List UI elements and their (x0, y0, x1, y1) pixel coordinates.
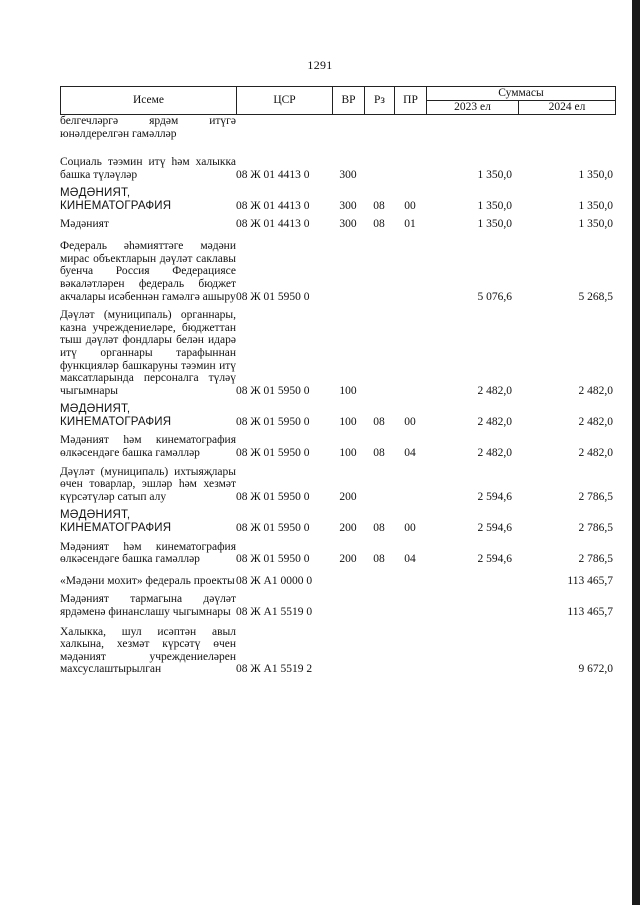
row-pr: 04 (404, 553, 416, 566)
row-rz (364, 626, 394, 676)
budget-table (60, 86, 615, 676)
table-row (60, 309, 615, 397)
scan-edge-shadow (632, 0, 640, 905)
row-rz (364, 575, 394, 588)
row-sum-2023: 1 350,0 (477, 168, 512, 181)
row-vr (332, 626, 364, 676)
row-sum-2024: 1 350,0 (578, 168, 613, 181)
row-rz (364, 466, 394, 504)
row-csr: 08 Ж 01 5950 0 (236, 447, 310, 460)
row-csr: 08 Ж 01 5950 0 (236, 290, 310, 303)
row-name: МӘДӘНИЯТ, КИНЕМАТОГРАФИЯ (60, 403, 172, 428)
row-pr: 00 (404, 415, 416, 428)
row-name: Федераль әһәмияттәге мәдәни мирас объектларын дәүләт саклавы буенча Россия Федерациясе вәкаләтләрен федераль бюджет акчалары исәбеннән гамәлгә ашыру (60, 240, 236, 303)
row-pr (394, 309, 426, 397)
row-sum-2023 (426, 115, 518, 140)
table-header (60, 86, 616, 115)
row-rz (364, 240, 394, 303)
row-csr: 08 Ж 01 5950 0 (236, 490, 310, 503)
row-rz (364, 593, 394, 618)
row-vr (332, 240, 364, 303)
row-name: Мәдәният тармагына дәүләт ярдәменә финанслашу чыгымнары (60, 593, 236, 618)
row-rz: 08 (373, 447, 385, 460)
header-pr: ПР (395, 87, 427, 115)
row-sum-2024: 2 482,0 (578, 447, 613, 460)
row-pr (394, 240, 426, 303)
table-row (60, 509, 615, 534)
row-csr: 08 Ж 01 4413 0 (236, 168, 310, 181)
header-year-2023: 2023 ел (427, 101, 519, 115)
row-name: «Мәдәни мохит» федераль проекты (60, 574, 235, 587)
row-name: Халыкка, шул исәптән авыл халкына, хезмәт күрсәтү өчен мәдәният учреждениеләрен махсуслаштырылган (60, 625, 236, 676)
header-year-2024: 2024 ел (519, 101, 616, 115)
table-row (60, 541, 615, 566)
row-sum-2024 (518, 115, 615, 140)
row-pr: 00 (404, 199, 416, 212)
row-sum-2024: 2 786,5 (578, 490, 613, 503)
row-rz (364, 115, 394, 140)
row-vr: 300 (339, 199, 357, 212)
row-sum-2024: 2 786,5 (578, 553, 613, 566)
row-pr (394, 626, 426, 676)
row-rz: 08 (373, 199, 385, 212)
header-sums: Суммасы (427, 87, 616, 101)
row-pr (394, 115, 426, 140)
header-name: Исеме (61, 87, 237, 115)
row-sum-2023: 2 482,0 (477, 384, 512, 397)
row-sum-2024: 113 465,7 (567, 574, 613, 587)
row-sum-2023: 2 594,6 (477, 522, 512, 535)
row-pr: 04 (404, 447, 416, 460)
row-csr: 08 Ж 01 5950 0 (236, 553, 310, 566)
row-vr: 200 (339, 522, 357, 535)
table-row (60, 218, 615, 231)
header-rz: Рз (365, 87, 395, 115)
row-sum-2023: 2 594,6 (477, 553, 512, 566)
row-vr: 300 (339, 168, 357, 181)
row-spacer (60, 230, 615, 240)
row-sum-2023: 2 482,0 (477, 447, 512, 460)
row-vr: 200 (339, 490, 357, 503)
row-name: МӘДӘНИЯТ, КИНЕМАТОГРАФИЯ (60, 509, 172, 535)
row-rz: 08 (373, 553, 385, 566)
row-rz: 08 (373, 522, 385, 535)
row-sum-2024: 113 465,7 (567, 606, 613, 618)
row-sum-2024: 2 482,0 (578, 415, 613, 428)
row-sum-2024: 1 350,0 (578, 217, 613, 230)
row-spacer (60, 619, 615, 626)
table-row (60, 240, 615, 303)
row-rz: 08 (373, 217, 385, 230)
table-row (60, 575, 615, 588)
row-sum-2023: 2 594,6 (477, 490, 512, 503)
row-csr: 08 Ж 01 4413 0 (236, 199, 310, 212)
row-csr (236, 115, 332, 140)
row-pr: 00 (404, 522, 416, 535)
row-sum-2024: 2 786,5 (578, 522, 613, 535)
row-vr (332, 593, 364, 618)
row-sum-2024: 9 672,0 (578, 663, 613, 676)
row-name: Мәдәният һәм кинематография өлкәсендәге башка гамәлләр (60, 540, 236, 566)
row-pr (394, 593, 426, 618)
row-pr (394, 156, 426, 181)
table-row (60, 403, 615, 428)
row-sum-2023 (426, 575, 518, 588)
table-row (60, 434, 615, 459)
row-rz: 08 (373, 415, 385, 428)
row-pr: 01 (404, 217, 416, 230)
row-vr: 100 (339, 384, 357, 397)
row-csr: 08 Ж 01 4413 0 (236, 217, 310, 230)
header-vr: ВР (333, 87, 365, 115)
row-rz (364, 309, 394, 397)
page-number: 1291 (307, 58, 333, 72)
row-sum-2023: 5 076,6 (477, 290, 512, 303)
row-csr: 08 Ж А1 0000 0 (236, 574, 313, 587)
row-vr: 100 (339, 447, 357, 460)
row-sum-2023 (426, 626, 518, 676)
row-sum-2023 (426, 593, 518, 618)
row-vr (332, 575, 364, 588)
table-row (60, 187, 615, 212)
row-vr: 300 (339, 217, 357, 230)
row-sum-2023: 2 482,0 (477, 415, 512, 428)
row-csr: 08 Ж А1 5519 0 (236, 606, 313, 618)
row-name: Социаль тәэмин итү һәм халыкка башка түләүләр (60, 156, 236, 181)
table-body (60, 115, 615, 676)
row-sum-2024: 2 482,0 (578, 384, 613, 397)
row-vr: 100 (339, 415, 357, 428)
table-row (60, 466, 615, 504)
row-sum-2024: 1 350,0 (578, 199, 613, 212)
row-spacer (60, 140, 615, 156)
row-sum-2024: 5 268,5 (578, 290, 613, 303)
row-name: Мәдәният һәм кинематография өлкәсендәге башка гамәлләр (60, 434, 236, 460)
row-vr: 200 (339, 553, 357, 566)
row-csr: 08 Ж 01 5950 0 (236, 384, 310, 397)
row-name: Мәдәният (60, 217, 109, 230)
table-row (60, 626, 615, 676)
table-row (60, 593, 615, 618)
row-name: Дәүләт (муниципаль) ихтыяҗлары өчен товарлар, эшләр һәм хезмәт күрсәтүләр сатып алу (60, 465, 236, 503)
row-name: МӘДӘНИЯТ, КИНЕМАТОГРАФИЯ (60, 187, 172, 212)
header-csr: ЦСР (237, 87, 333, 115)
table-row (60, 115, 615, 140)
row-vr (332, 115, 364, 140)
row-pr (394, 466, 426, 504)
table-row (60, 156, 615, 181)
row-csr: 08 Ж А1 5519 2 (236, 663, 313, 676)
row-name: Дәүләт (муниципаль) органнары, казна учреждениеләре, бюджеттан тыш дәүләт фондлары белән идарә итү органнары тарафыннан функцияләр башкаруны тәэмин итү максатларында персоналга түләү чыгымнары (60, 309, 236, 397)
row-csr: 08 Ж 01 5950 0 (236, 415, 310, 428)
row-name: белгечләргә ярдәм итүгә юнәлдерелгән гамәлләр (60, 115, 236, 140)
row-rz (364, 156, 394, 181)
row-pr (394, 575, 426, 588)
row-csr: 08 Ж 01 5950 0 (236, 522, 310, 535)
row-sum-2023: 1 350,0 (477, 217, 512, 230)
row-sum-2023: 1 350,0 (477, 199, 512, 212)
row-spacer (60, 566, 615, 575)
